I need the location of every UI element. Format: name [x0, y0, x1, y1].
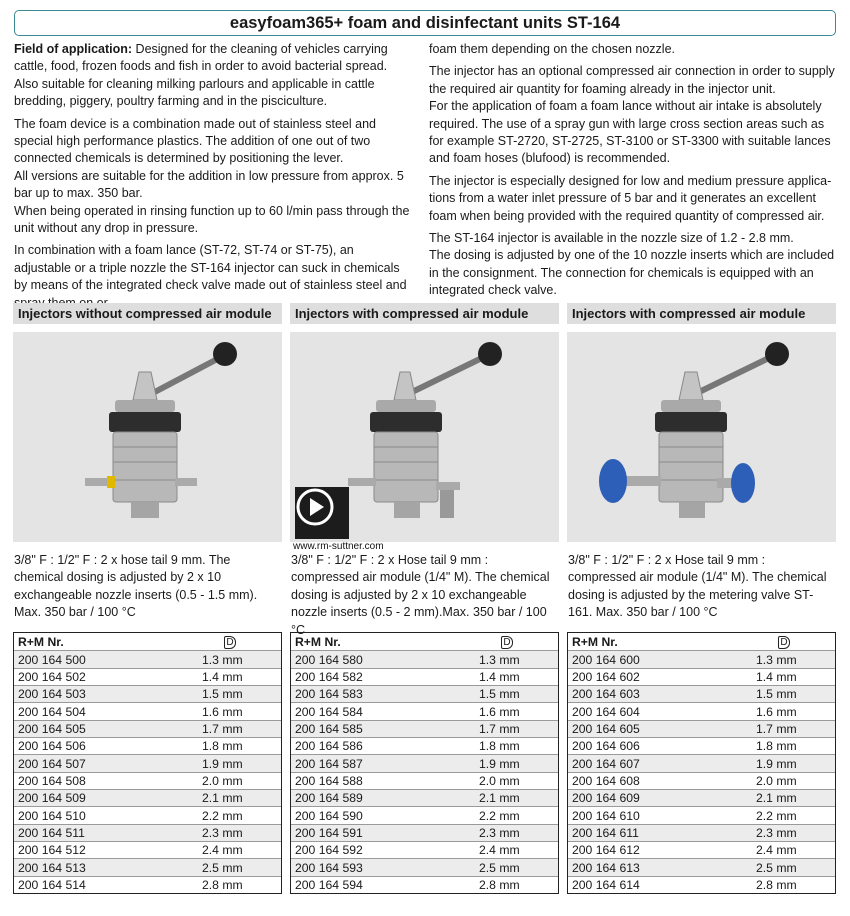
part-number-table	[567, 632, 836, 894]
intro-paragraph: The ST-164 injector is available in the nozzle size of 1.2 - 2.8 mm.	[429, 231, 794, 246]
part-number-cell: 200 164 504	[18, 704, 86, 719]
nozzle-size-cell: 1.3 mm	[479, 652, 520, 667]
part-number-cell: 200 164 580	[295, 652, 363, 667]
nozzle-size-cell: 2.8 mm	[756, 877, 797, 892]
intro-left	[14, 41, 414, 317]
table-row	[568, 841, 835, 858]
table-row	[291, 702, 558, 719]
nozzle-size-cell: 1.9 mm	[202, 756, 243, 771]
column-description	[290, 541, 559, 637]
nozzle-size-cell: 1.4 mm	[479, 669, 520, 684]
injector-photo	[567, 332, 836, 542]
table-row	[291, 772, 558, 789]
part-number-cell: 200 164 594	[295, 877, 363, 892]
nozzle-size-cell: 1.8 mm	[202, 739, 243, 754]
table-row	[568, 702, 835, 719]
table-header-row	[14, 633, 281, 650]
intro-text: Designed for the cleaning of vehicles carrying cattle, food, frozen foods and fish in order to avoid bacterial spread. Also suitable for cleaning milking parlours and applicable in cattle bredding, piggery, poultry farming and in the pisciculture.	[14, 42, 388, 109]
table-header-part-number: R+M Nr.	[572, 634, 618, 649]
nozzle-size-cell: 2.0 mm	[202, 773, 243, 788]
website-link[interactable]: www.rm-suttner.com	[293, 541, 384, 552]
table-row	[14, 806, 281, 823]
part-number-cell: 200 164 593	[295, 860, 363, 875]
table-row	[291, 789, 558, 806]
column-description: 3/8" F : 1/2" F : 2 x Hose tail 9 mm : compressed air module (1/4" M). The chemical dosing is adjusted by the metering valve ST-161. Max. 350 bar / 100 °C	[568, 553, 827, 620]
part-number-cell: 200 164 512	[18, 843, 86, 858]
nozzle-size-cell: 2.1 mm	[202, 791, 243, 806]
table-row	[291, 737, 558, 754]
part-number-table	[290, 632, 559, 894]
table-row	[291, 685, 558, 702]
part-number-cell: 200 164 587	[295, 756, 363, 771]
nozzle-size-cell: 2.4 mm	[202, 843, 243, 858]
title-brand: easyfoam365+	[229, 13, 344, 32]
table-row	[14, 754, 281, 771]
part-number-cell: 200 164 514	[18, 877, 86, 892]
table-row	[291, 720, 558, 737]
diameter-icon: D	[778, 636, 790, 649]
intro-paragraph: For the application of foam a foam lance without air intake is absolutely required. The use of a spray gun with large cross section areas such as for example ST-2720, ST-2725, ST-3100 or ST-3300 with suitable lances and foam hoses (blufood) is recommended.	[429, 99, 831, 166]
table-header-part-number: R+M Nr.	[295, 634, 341, 649]
intro-paragraph: foam them depending on the chosen nozzle.	[429, 42, 676, 56]
table-header-part-number: R+M Nr.	[18, 634, 64, 649]
table-row	[568, 789, 835, 806]
part-number-cell: 200 164 610	[572, 808, 640, 823]
table-row	[14, 858, 281, 875]
part-number-cell: 200 164 607	[572, 756, 640, 771]
nozzle-size-cell: 1.6 mm	[479, 704, 520, 719]
part-number-cell: 200 164 583	[295, 687, 363, 702]
nozzle-size-cell: 2.0 mm	[479, 773, 520, 788]
table-row	[14, 702, 281, 719]
part-number-cell: 200 164 600	[572, 652, 640, 667]
nozzle-size-cell: 1.9 mm	[756, 756, 797, 771]
part-number-cell: 200 164 591	[295, 825, 363, 840]
nozzle-size-cell: 2.5 mm	[479, 860, 520, 875]
part-number-cell: 200 164 611	[572, 825, 639, 840]
part-number-cell: 200 164 602	[572, 669, 640, 684]
column-description: 3/8" F : 1/2" F : 2 x hose tail 9 mm. The chemical dosing is adjusted by 2 x 10 exchangeable nozzle inserts (0.5 - 1.5 mm). Max. 350 bar / 100 °C	[14, 553, 258, 620]
table-row	[14, 841, 281, 858]
part-number-cell: 200 164 612	[572, 843, 640, 858]
table-row	[568, 806, 835, 823]
nozzle-size-cell: 2.1 mm	[756, 791, 797, 806]
table-row	[14, 876, 281, 893]
table-row	[14, 824, 281, 841]
part-number-cell: 200 164 609	[572, 791, 640, 806]
intro-paragraph: The injector is especially designed for low and medium pressure applica-tions from a water inlet pressure of 5 bar and it generates an excellent foam when being provided with the required quantity of compressed air.	[429, 173, 832, 223]
table-row	[14, 789, 281, 806]
nozzle-size-cell: 1.7 mm	[756, 721, 797, 736]
nozzle-size-cell: 1.3 mm	[202, 652, 243, 667]
part-number-cell: 200 164 502	[18, 669, 86, 684]
column-heading: Injectors with compressed air module	[567, 303, 836, 324]
part-number-cell: 200 164 511	[18, 825, 85, 840]
nozzle-size-cell: 1.6 mm	[202, 704, 243, 719]
table-row	[291, 824, 558, 841]
nozzle-size-cell: 2.2 mm	[202, 808, 243, 823]
nozzle-size-cell: 1.7 mm	[202, 721, 243, 736]
nozzle-size-cell: 1.8 mm	[756, 739, 797, 754]
part-number-cell: 200 164 608	[572, 773, 640, 788]
intro-paragraph: The dosing is adjusted by one of the 10 nozzle inserts which are included in the consignment. The connection for chemicals is equipped with an integrated check valve.	[429, 248, 835, 298]
table-row	[291, 858, 558, 875]
nozzle-size-cell: 1.4 mm	[756, 669, 797, 684]
page-title	[14, 10, 836, 36]
part-number-cell: 200 164 588	[295, 773, 363, 788]
table-row	[568, 824, 835, 841]
injector-photo	[13, 332, 282, 542]
table-row	[568, 668, 835, 685]
product-column-1	[13, 303, 282, 894]
part-number-cell: 200 164 500	[18, 652, 86, 667]
intro-right	[429, 41, 837, 305]
part-number-cell: 200 164 582	[295, 669, 363, 684]
table-row	[568, 685, 835, 702]
part-number-cell: 200 164 513	[18, 860, 86, 875]
part-number-cell: 200 164 614	[572, 877, 640, 892]
intro-paragraph: The foam device is a combination made out of stainless steel and special high performance plastics. The addition of one out of two connected chemicals is determined by positioning the lever.	[14, 116, 377, 166]
nozzle-size-cell: 1.5 mm	[202, 687, 243, 702]
injector-image-icon	[13, 332, 282, 542]
nozzle-size-cell: 2.5 mm	[202, 860, 243, 875]
diameter-icon: D	[224, 636, 236, 649]
nozzle-size-cell: 2.3 mm	[202, 825, 243, 840]
part-number-cell: 200 164 508	[18, 773, 86, 788]
nozzle-size-cell: 1.4 mm	[202, 669, 243, 684]
table-row	[14, 650, 281, 667]
column-heading: Injectors without compressed air module	[13, 303, 282, 324]
part-number-cell: 200 164 585	[295, 721, 363, 736]
nozzle-size-cell: 2.3 mm	[479, 825, 520, 840]
part-number-table	[13, 632, 282, 894]
part-number-cell: 200 164 586	[295, 739, 363, 754]
table-row	[568, 720, 835, 737]
intro-paragraph	[14, 41, 414, 111]
table-row	[568, 858, 835, 875]
injector-image-icon	[567, 332, 836, 542]
table-row	[291, 754, 558, 771]
intro-paragraph: In combination with a foam lance (ST-72, ST-74 or ST-75), an adjustable or a triple nozzle the ST-164 injector can suck in chemicals by means of the integrated check valve made out of stainless steel and	[14, 243, 407, 293]
part-number-cell: 200 164 604	[572, 704, 640, 719]
part-number-cell: 200 164 606	[572, 739, 640, 754]
table-row	[568, 650, 835, 667]
nozzle-size-cell: 2.2 mm	[479, 808, 520, 823]
nozzle-size-cell: 2.4 mm	[479, 843, 520, 858]
nozzle-size-cell: 1.6 mm	[756, 704, 797, 719]
nozzle-size-cell: 2.1 mm	[479, 791, 520, 806]
nozzle-size-cell: 2.2 mm	[756, 808, 797, 823]
table-row	[291, 841, 558, 858]
nozzle-size-cell: 2.4 mm	[756, 843, 797, 858]
table-row	[568, 737, 835, 754]
part-number-cell: 200 164 584	[295, 704, 363, 719]
part-number-cell: 200 164 510	[18, 808, 86, 823]
nozzle-size-cell: 1.7 mm	[479, 721, 520, 736]
nozzle-size-cell: 1.8 mm	[479, 739, 520, 754]
intro-paragraph: All versions are suitable for the addition in low pressure from approx. 5 bar up to max. 350 bar.	[14, 168, 404, 201]
table-row	[291, 876, 558, 893]
column-heading: Injectors with compressed air module	[290, 303, 559, 324]
intro-paragraph: When being operated in rinsing function up to 60 l/min pass through the unit without any drop in pressure.	[14, 203, 410, 236]
part-number-cell: 200 164 506	[18, 739, 86, 754]
field-of-application-label: Field of application:	[14, 42, 133, 56]
nozzle-size-cell: 1.5 mm	[756, 687, 797, 702]
table-row	[568, 772, 835, 789]
nozzle-size-cell: 2.0 mm	[756, 773, 797, 788]
table-row	[14, 668, 281, 685]
product-column-2	[290, 303, 559, 894]
table-header-row	[568, 633, 835, 650]
table-row	[291, 650, 558, 667]
table-row	[568, 754, 835, 771]
table-row	[14, 772, 281, 789]
product-column-3	[567, 303, 836, 894]
part-number-cell: 200 164 507	[18, 756, 86, 771]
title-rest: foam and disinfectant units ST-164	[347, 13, 621, 32]
part-number-cell: 200 164 613	[572, 860, 640, 875]
part-number-cell: 200 164 589	[295, 791, 363, 806]
nozzle-size-cell: 2.5 mm	[756, 860, 797, 875]
diameter-icon: D	[501, 636, 513, 649]
video-play-button[interactable]	[295, 487, 349, 539]
nozzle-size-cell: 2.8 mm	[202, 877, 243, 892]
part-number-cell: 200 164 509	[18, 791, 86, 806]
part-number-cell: 200 164 503	[18, 687, 86, 702]
nozzle-size-cell: 2.8 mm	[479, 877, 520, 892]
table-header-row	[291, 633, 558, 650]
injector-photo	[290, 332, 559, 542]
table-row	[291, 806, 558, 823]
nozzle-size-cell: 1.9 mm	[479, 756, 520, 771]
column-description-text: 3/8" F : 1/2" F : 2 x Hose tail 9 mm : compressed air module (1/4" M). The chemical dosing is adjusted by 2 x 10 exchangeable nozzle inserts (0.5 - 2 mm).Max. 350 bar / 100 °C	[291, 553, 550, 637]
table-row	[291, 668, 558, 685]
nozzle-size-cell: 1.3 mm	[756, 652, 797, 667]
play-icon	[295, 487, 335, 527]
part-number-cell: 200 164 505	[18, 721, 86, 736]
table-row	[14, 737, 281, 754]
nozzle-size-cell: 2.3 mm	[756, 825, 797, 840]
part-number-cell: 200 164 592	[295, 843, 363, 858]
nozzle-size-cell: 1.5 mm	[479, 687, 520, 702]
table-row	[14, 720, 281, 737]
part-number-cell: 200 164 605	[572, 721, 640, 736]
intro-paragraph: The injector has an optional compressed air connection in order to supply the required air quantity for foaming already in the injector unit.	[429, 64, 835, 96]
table-row	[568, 876, 835, 893]
part-number-cell: 200 164 603	[572, 687, 640, 702]
table-row	[14, 685, 281, 702]
part-number-cell: 200 164 590	[295, 808, 363, 823]
